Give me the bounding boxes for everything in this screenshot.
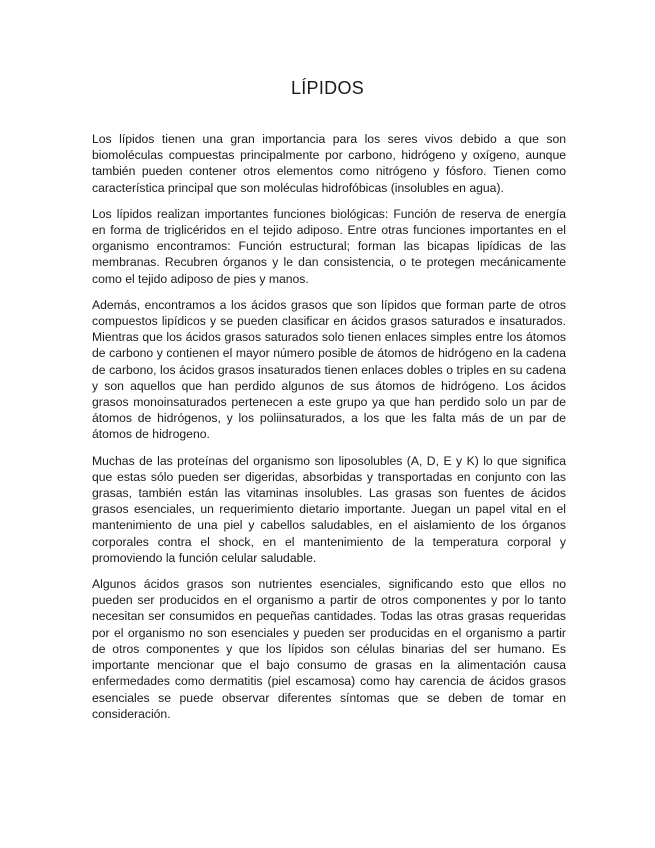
page-title: LÍPIDOS xyxy=(290,78,365,98)
paragraph-essential-fatty-acids: Algunos ácidos grasos son nutrientes esenciales, significando esto que ellos no pueden ser producidos en el organismo a partir de otros componentes y por lo tanto necesitan ser consumidos en pequeñas cantidades. Todas las otras grasas requeridas por el organismo no son esenciales y pueden ser producidas en el organismo a partir de otros componentes y que los lípidos son células binarias del ser humano. Es importante mencionar que el bajo consumo de grasas en la alimentación causa enfermedades como dermatitis (piel escamosa) como hay carencia de ácidos grasos esenciales se puede observar diferentes síntomas que se deben de tomar en consideración. xyxy=(92,577,566,721)
paragraph-vitamins: Muchas de las proteínas del organismo son liposolubles (A, D, E y K) lo que significa que estas sólo pueden ser digeridas, absorbidas y transportadas en conjunto con las grasas, también están las vitaminas insolubles. Las grasas son fuentes de ácidos grasos esenciales, un requerimiento dietario importante. Juegan un papel vital en el mantenimiento de una piel y cabellos saludables, en el aislamiento de los órganos corporales contra el shock, en el mantenimiento de la temperatura corporal y promoviendo la función celular saludable. xyxy=(92,453,566,565)
paragraph-functions: Los lípidos realizan importantes funciones biológicas: Función de reserva de energía en forma de triglicéridos en el tejido adiposo. Entre otras funciones importantes en el organismo encontramos: Función estructural; forman las bicapas lipídicas de las membranas. Recubren órganos y le dan consistencia, o te protegen mecánicamente como el tejido adiposo de pies y manos. xyxy=(92,206,566,286)
paragraph-fatty-acids: Además, encontramos a los ácidos grasos que son lípidos que forman parte de otros compuestos lipídicos y se pueden clasificar en ácidos grasos saturados e insaturados. Mientras que los ácidos grasos saturados solo tienen enlaces simples entre los átomos de carbono y contienen el mayor número posible de átomos de hidrógeno en la cadena de carbono, los ácidos grasos insaturados tienen enlaces dobles o triples en su cadena y son aquellos que han perdido algunos de sus átomos de hidrógeno. Los ácidos grasos monoinsaturados pertenecen a este grupo ya que han perdido solo un par de átomos de hidrógenos, y los poliinsaturados, a los que les falta más de un par de átomos de hidrogeno. xyxy=(92,297,566,442)
paragraph-intro: Los lípidos tienen una gran importancia para los seres vivos debido a que son biomoléculas compuestas principalmente por carbono, hidrógeno y oxígeno, aunque también pueden contener otros elementos como nitrógeno y fósforo. Tienen como característica principal que son moléculas hidrofóbicas (insolubles en agua). xyxy=(92,132,566,195)
document-body xyxy=(92,131,566,732)
